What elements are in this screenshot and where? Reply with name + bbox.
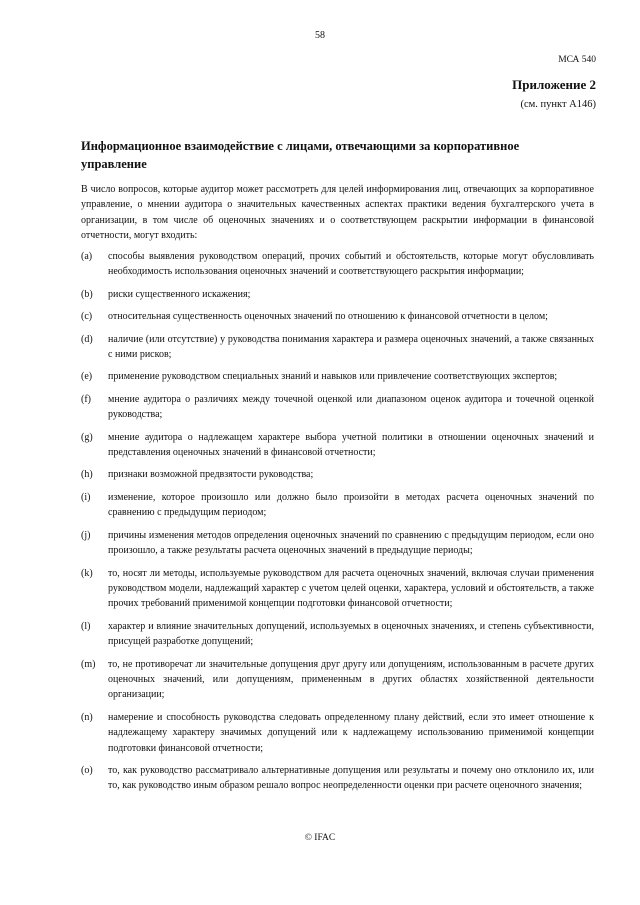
item-marker: (o) [81,764,93,776]
document-code: МСА 540 [558,55,596,65]
list-item [81,249,594,280]
item-text: риски существенного искажения; [108,288,251,300]
item-marker: (h) [81,469,93,481]
item-marker: (b) [81,288,93,300]
item-text: изменение, которое произошло или должно было произойти в методах расчета оценочных значений по сравнению с предыдущим периодом; [108,491,594,519]
appendix-title: Приложение 2 [512,77,596,92]
intro-paragraph: В число вопросов, которые аудитор может рассмотреть для целей информирования лиц, отвечающих за корпоративное управление, о мнении аудитора о значительных качественных аспектах практики ведения бухгалтерского учета в организации, в том числе об оценочных значениях и о соответствующем раскрытии информации в финансовой отчетности, могут входить: [81,184,594,242]
item-text: то, не противоречат ли значительные допущения друг другу или допущениям, использованным в расчете других оценочных значений, или допущениям, примененным в других областях хозяйственной деятельности организации; [108,658,594,701]
item-text: применение руководством специальных знаний и навыков или привлечение соответствующих экспертов; [108,371,558,383]
item-marker: (e) [81,371,93,383]
list-item [81,332,594,363]
item-text: намерение и способность руководства следовать определенному плану действий, если это имеет отношение к надлежащему характеру значимых допущений или к надлежащему использованию применимой концепции подготовки финансовой отчетности; [108,711,594,754]
item-text: то, носят ли методы, используемые руководством для расчета оценочных значений, включая случаи применения руководством модели, надлежащий характер с учетом целей оценки, характера, условий и обстоятельств, а также прочих требований применимой концепции подготовки финансовой отчетности; [108,567,594,610]
item-text: наличие (или отсутствие) у руководства понимания характера и размера оценочных значений, а также связанных с ними рисков; [108,333,594,361]
item-text: относительная существенность оценочных значений по отношению к финансовой отчетности в целом; [108,311,548,323]
item-marker: (n) [81,711,93,723]
list-item [81,657,594,703]
item-text: способы выявления руководством операций, прочих событий и обстоятельств, которые могут обусловливать необходимость использования оценочных значений и соответствующего раскрытия информации; [108,251,594,278]
item-text: мнение аудитора о различиях между точечной оценкой или диапазоном оценок аудитора и точечной оценкой руководства; [108,393,594,421]
item-marker: (k) [81,567,93,579]
item-marker: (d) [81,333,93,345]
copyright-footer: © IFAC [304,833,336,843]
list-item [81,392,594,423]
item-marker: (i) [81,491,91,503]
item-marker: (j) [81,529,91,541]
item-marker: (l) [81,620,91,632]
list-item [81,430,594,461]
item-text: мнение аудитора о надлежащем характере выбора учетной политики в отношении оценочных значений и представления оценочных значений в финансовой отчетности; [108,431,594,459]
section-title: Информационное взаимодействие с лицами, отвечающими за корпоративное управление [81,139,520,171]
item-text: признаки возможной предвзятости руководства; [108,469,314,481]
item-text: причины изменения методов определения оценочных значений по сравнению с предыдущим периодом, если оно произошло, а также результаты расчета оценочных значений в предыдущие периоды; [108,529,594,557]
appendix-reference: (см. пункт А146) [520,99,596,110]
list-item [81,566,594,612]
item-text: характер и влияние значительных допущений, используемых в оценочных значениях, и степень субъективности, присущей разработке допущений; [108,620,594,648]
item-list [81,249,594,801]
list-item [81,710,594,756]
list-item [81,369,594,384]
page-number: 58 [315,30,325,41]
list-item [81,490,594,521]
list-item [81,467,594,482]
list-item [81,763,594,794]
list-item [81,309,594,324]
item-marker: (f) [81,393,91,405]
item-marker: (g) [81,431,93,443]
list-item [81,528,594,559]
list-item [81,287,594,302]
item-text: то, как руководство рассматривало альтернативные допущения или результаты и почему оно отклонило их, или то, как руководство иным образом решало вопрос неопределенности оценки при расчете оценочного значения; [108,764,594,792]
item-marker: (a) [81,251,93,262]
item-marker: (m) [81,658,96,670]
item-marker: (c) [81,311,93,323]
list-item [81,619,594,650]
